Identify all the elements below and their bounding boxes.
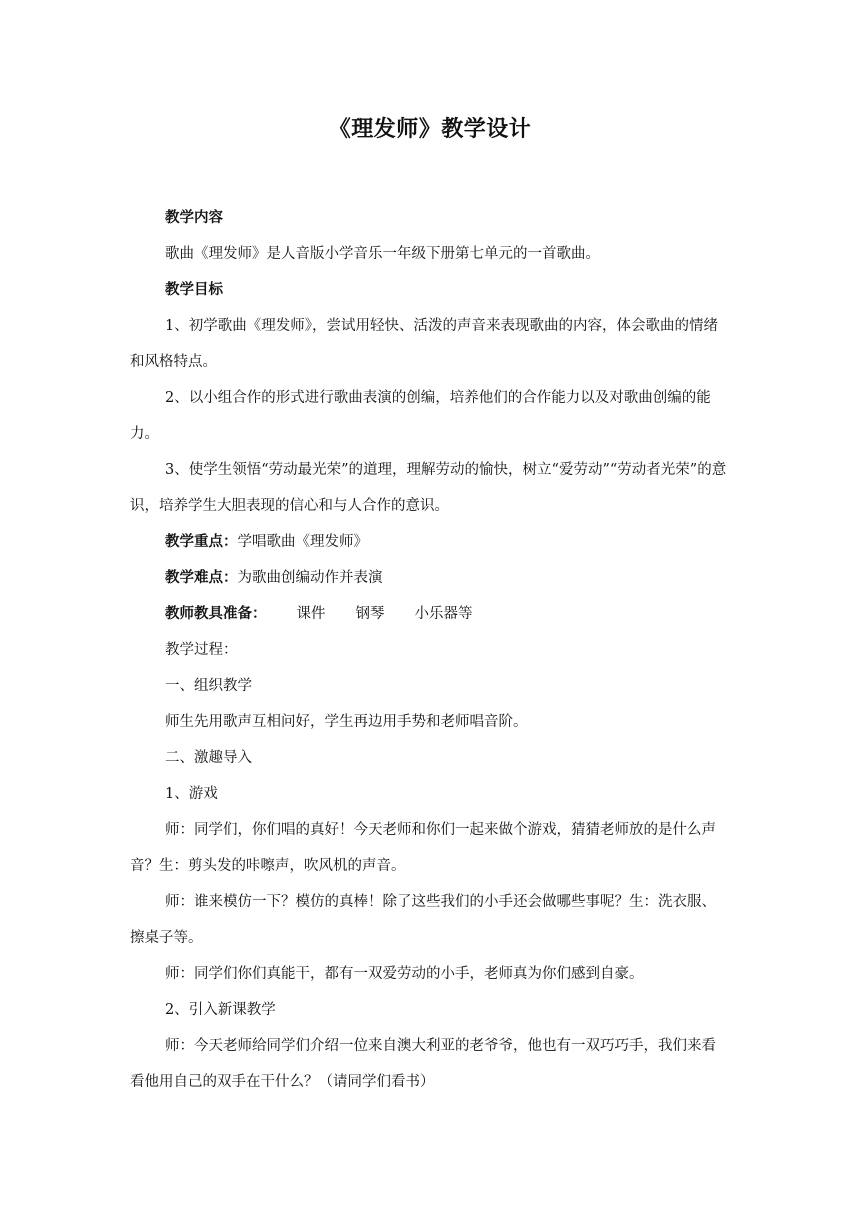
content-heading: 教学内容 xyxy=(165,209,223,226)
key-point-label: 教学重点： xyxy=(165,533,238,550)
goals-heading: 教学目标 xyxy=(165,281,223,298)
prep-item: 钢琴 xyxy=(355,606,385,622)
difficulty-point xyxy=(130,560,730,596)
goal-1: 1、初学歌曲《理发师》，尝试用轻快、活泼的声音来表现歌曲的内容，体会歌曲的情绪和风格特点。 xyxy=(130,318,718,370)
difficulty-label: 教学难点： xyxy=(165,569,238,586)
step1-text: 师生先用歌声互相问好，学生再边用手势和老师唱音阶。 xyxy=(165,714,528,730)
goal-2: 2、以小组合作的形式进行歌曲表演的创编，培养他们的合作能力以及对歌曲创编的能力。 xyxy=(130,390,711,442)
process-heading: 教学过程： xyxy=(165,642,238,658)
step2-1-heading: 1、游戏 xyxy=(165,786,218,802)
content-text: 歌曲《理发师》是人音版小学音乐一年级下册第七单元的一首歌曲。 xyxy=(165,246,600,262)
teacher-prep xyxy=(130,596,730,632)
prep-item: 小乐器等 xyxy=(414,606,473,622)
prep-item: 课件 xyxy=(296,606,326,622)
teacher-prep-label: 教师教具准备： xyxy=(165,605,267,622)
document-body xyxy=(130,200,730,1100)
document-title: 《理发师》教学设计 xyxy=(328,116,532,142)
step2-1-paragraph: 师：同学们你们真能干，都有一双爱劳动的小手，老师真为你们感到自豪。 xyxy=(165,966,644,982)
key-point xyxy=(130,524,730,560)
step2-2-heading: 2、引入新课教学 xyxy=(165,1002,276,1018)
step2-1-paragraph: 师：谁来模仿一下？模仿的真棒！除了这些我们的小手还会做哪些事呢？生：洗衣服、擦桌子等。 xyxy=(130,894,716,946)
step2-2-paragraph: 师：今天老师给同学们介绍一位来自澳大利亚的老爷爷，他也有一双巧巧手，我们来看看他用自己的双手在干什么？（请同学们看书） xyxy=(130,1038,716,1090)
goal-3: 3、使学生领悟“劳动最光荣”的道理，理解劳动的愉快，树立“爱劳动”“劳动者光荣”的意识，培养学生大胆表现的信心和与人合作的意识。 xyxy=(130,462,727,514)
step2-1-paragraph: 师：同学们，你们唱的真好！今天老师和你们一起来做个游戏，猜猜老师放的是什么声音？生：剪头发的咔嚓声，吹风机的声音。 xyxy=(130,822,716,874)
step2-heading: 二、激趣导入 xyxy=(165,750,252,766)
step1-heading: 一、组织教学 xyxy=(165,678,252,694)
key-point-text: 学唱歌曲《理发师》 xyxy=(237,534,368,550)
difficulty-text: 为歌曲创编动作并表演 xyxy=(237,570,383,586)
